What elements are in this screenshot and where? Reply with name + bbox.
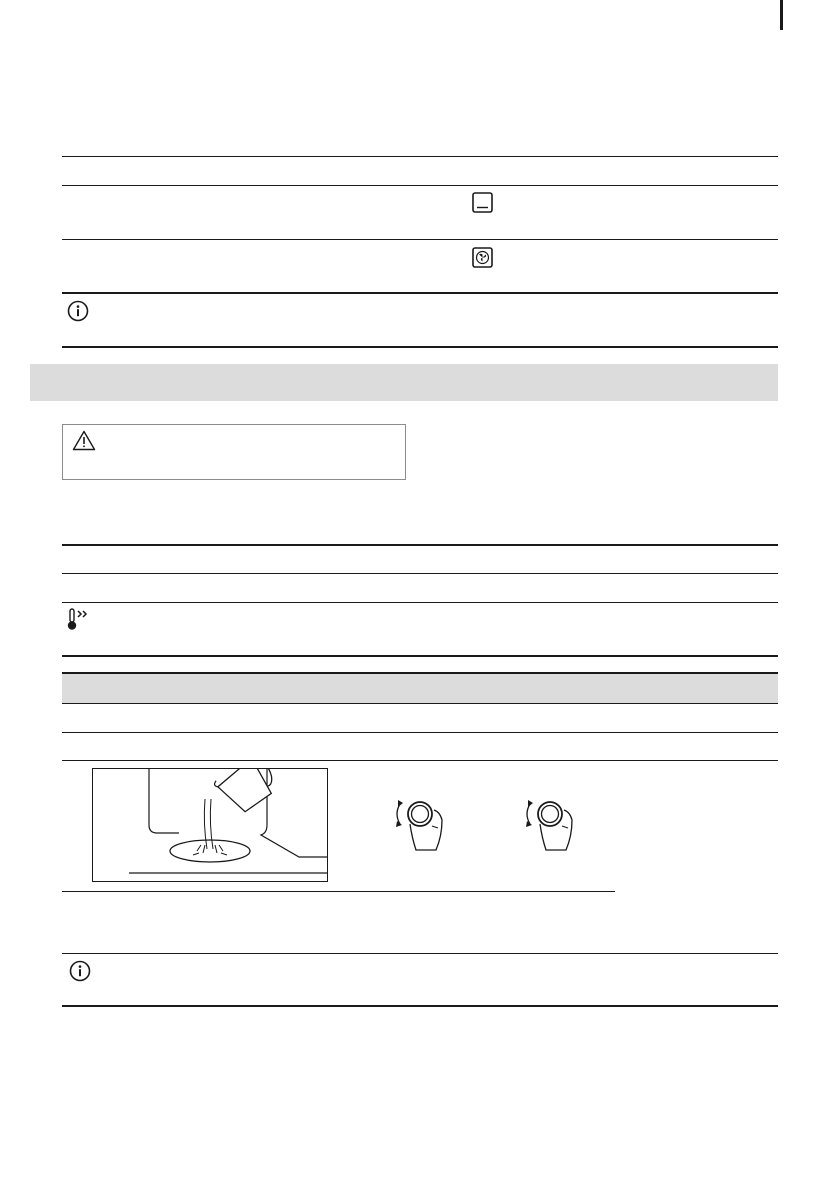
warning-box <box>62 424 406 480</box>
table-bottom-rule <box>62 655 778 657</box>
info-icon <box>67 300 89 322</box>
knob-turn-icon <box>520 790 580 860</box>
fan-heat-icon <box>472 247 493 268</box>
table-row-rule <box>62 239 778 240</box>
section-heading-bar <box>30 364 778 401</box>
note-top-rule <box>62 953 778 954</box>
table-row-rule <box>62 602 778 603</box>
note-top-rule <box>62 292 778 294</box>
table-top-rule <box>62 156 778 157</box>
table-row-rule <box>62 732 778 733</box>
note-bottom-rule <box>62 346 778 348</box>
water-pour-illustration <box>92 768 328 882</box>
steps-table-header <box>62 672 778 704</box>
table-row-rule <box>62 760 778 761</box>
warning-icon <box>72 430 96 451</box>
page-edge-marker <box>780 0 783 30</box>
table-row-rule <box>62 185 778 186</box>
info-icon <box>69 960 91 982</box>
knob-turn-icon <box>390 790 450 860</box>
top-heat-icon <box>472 192 493 213</box>
note-bottom-rule <box>62 1005 778 1007</box>
table-row-rule <box>62 573 778 574</box>
table-top-rule <box>62 544 778 546</box>
core-temperature-icon <box>66 608 92 632</box>
steps-table-bottom-rule <box>62 891 615 892</box>
